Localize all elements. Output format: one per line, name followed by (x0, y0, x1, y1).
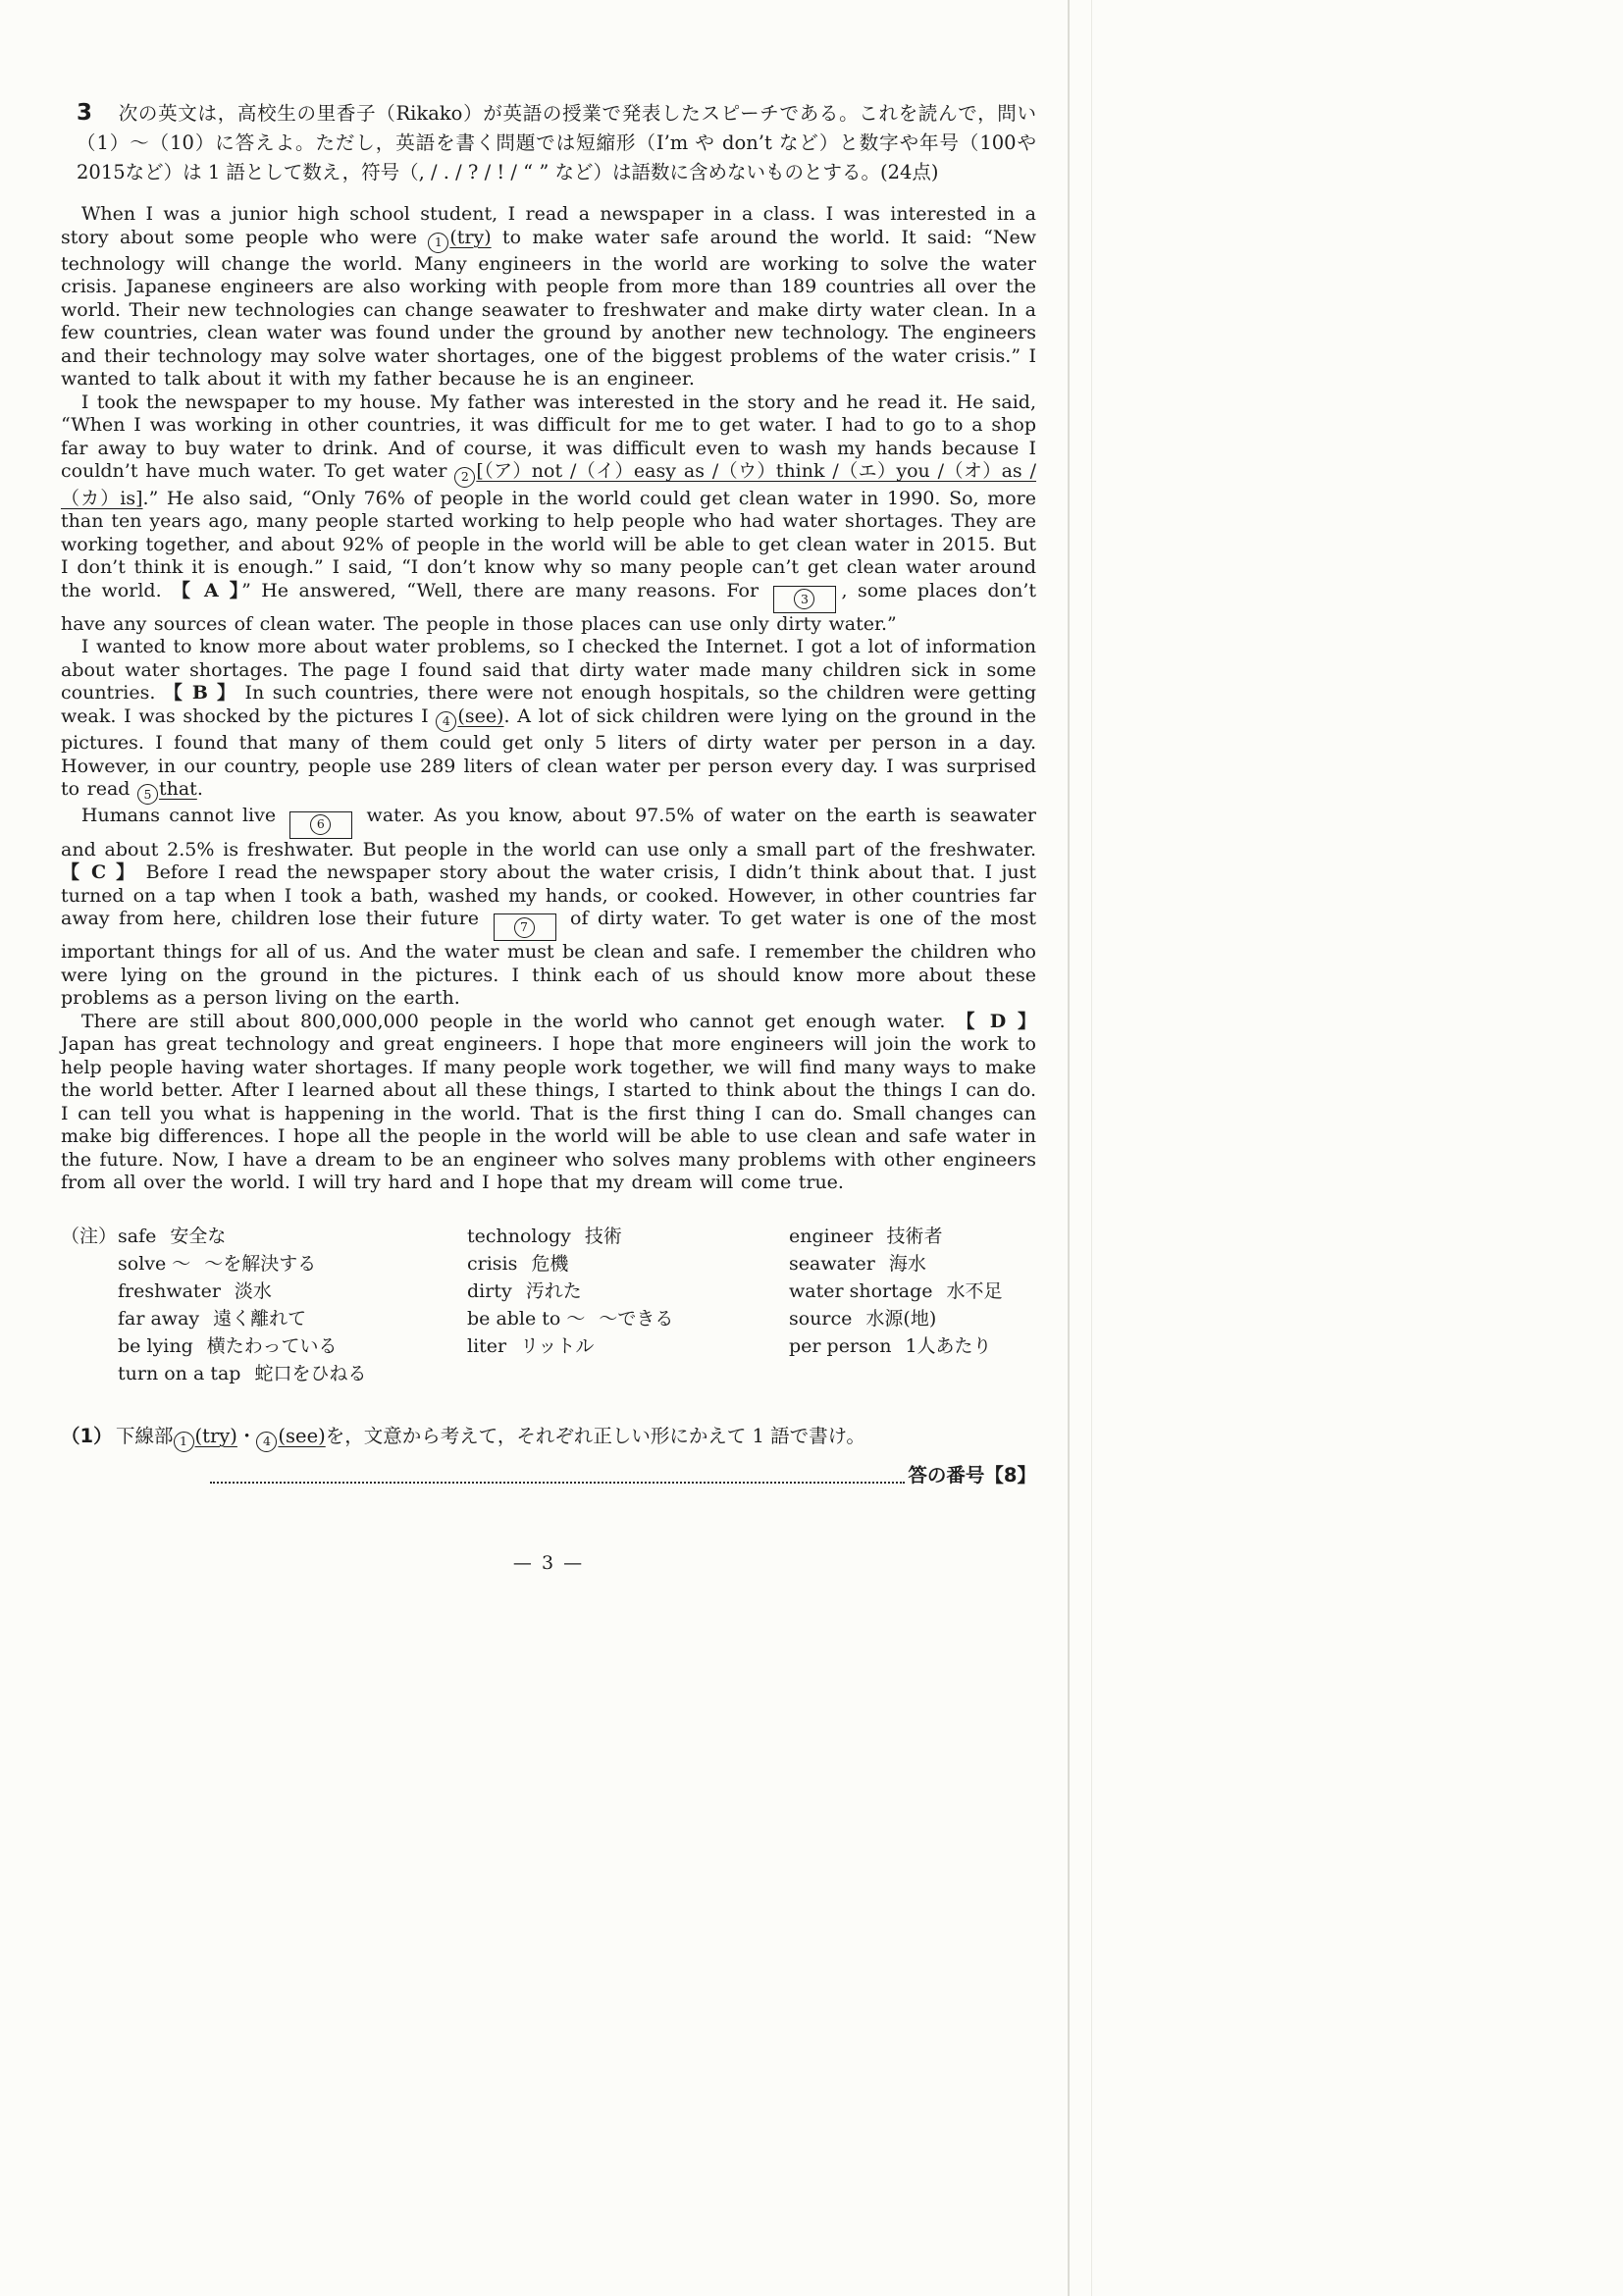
note-meaning: 危機 (531, 1252, 569, 1275)
page-number: — 3 — (512, 1552, 585, 1574)
circled-number-6: 6 (310, 814, 331, 835)
reading-passage (61, 203, 1036, 1195)
note-meaning: 1人あたり (905, 1334, 992, 1357)
scan-fold-line (1068, 0, 1070, 2296)
note-meaning: リットル (520, 1334, 595, 1357)
p4-text-3: Before I read the newspaper story about the water crisis, I didn’t think about that. I just turned on a tap when I took a bath, washed my hands, or cooked. However, in other countries far away from here, children lose their future (61, 861, 1036, 929)
notes-column-1 (118, 1223, 467, 1387)
answer-number-label: 答の番号【8】 (908, 1464, 1036, 1487)
bracket-slot-d: 【 D 】 (956, 1010, 1036, 1032)
note-item (789, 1250, 1036, 1278)
p3-text-4: . (196, 778, 203, 800)
p5-text-2: Japan has great technology and great engineers. I hope that more engineers will join the work to help people having water shortages. If many people work together, we will find many ways to make the world better. After I learned about all these things, I started to think about the things I can do. I can tell you what is happening in the world. That is the first thing I can do. Small changes can make big differences. I hope all the people in the world will be able to use clean and safe water in the future. Now, I have a dream to be an engineer who solves many problems with other engineers from all over the world. I will try hard and I hope that my dream will come true. (61, 1033, 1036, 1194)
circled-number-1: 1 (428, 233, 448, 253)
q1-text-1: 下線部 (116, 1424, 174, 1447)
p1-text-1: When I was a junior high school student, I read a newspaper in a class. I was interested in a story about some people who were (61, 203, 1036, 248)
circled-number-3: 3 (794, 589, 814, 609)
note-item (118, 1223, 467, 1250)
note-meaning: 技術者 (886, 1225, 943, 1247)
note-term: far away (118, 1307, 200, 1330)
note-meaning: 海水 (888, 1252, 926, 1275)
answer-box-3 (773, 586, 836, 613)
p2-text-4: , some places don’t have any sources of clean water. The people in those places can use only dirty water.” (61, 579, 1036, 635)
p4-text-2: water. As you know, about 97.5% of water on the earth is seawater and about 2.5% is freshwater. But people in the world can use only a small part of the freshwater. (61, 805, 1037, 861)
circled-number-5: 5 (137, 784, 158, 805)
question-1-text (116, 1423, 1036, 1452)
note-term: solve 〜 (118, 1252, 191, 1275)
passage-paragraph-4 (61, 805, 1036, 1011)
vocabulary-notes (61, 1223, 1036, 1387)
underlined-word-see: (see) (278, 1424, 326, 1447)
content-column (61, 98, 1036, 1574)
note-meaning: 〜を解決する (204, 1252, 317, 1275)
answer-number-row (210, 1462, 1036, 1489)
dotted-leader-line (210, 1482, 905, 1484)
note-term: be lying (118, 1334, 193, 1357)
note-term: crisis (467, 1252, 518, 1275)
note-meaning: 汚れた (525, 1279, 582, 1302)
section-instructions: 次の英文は，高校生の里香子（Rikako）が英語の授業で発表したスピーチである。これを読んで，問い（1）〜（10）に答えよ。ただし，英語を書く問題では短縮形（I’m や don’t など）と数字や年号（100や2015など）は 1 語として数え，符号（, / . / ? / ! / “ ” など）は語数に含めないものとする。(24点) (77, 102, 1036, 183)
note-item (467, 1278, 789, 1305)
circled-number-7: 7 (514, 917, 535, 938)
section-number: 3 (77, 100, 93, 126)
p2-text-1: I took the newspaper to my house. My father was interested in the story and he read it. He said, “When I was working in other countries, it was difficult for me to get water. I had to go to a shop far away to buy water to drink. And of course, it was difficult even to wash my hands because I couldn’t have much water. To get water (61, 391, 1036, 483)
note-term: water shortage (789, 1279, 933, 1302)
question-1 (61, 1423, 1036, 1489)
p3-text-1: I wanted to know more about water problems, so I checked the Internet. I got a lot of information about water shortages. The page I found said that dirty water made many children sick in some countries. (61, 636, 1036, 704)
circled-number-4: 4 (256, 1432, 277, 1452)
notes-column-2 (467, 1223, 789, 1387)
p5-text-1: There are still about 800,000,000 people in the world who cannot get enough water. (80, 1010, 957, 1032)
note-term: liter (467, 1334, 507, 1357)
p3-text-3: . A lot of sick children were lying on the ground in the pictures. I found that many of them could get only 5 liters of dirty water per person in a day. However, in our country, people use 289 liters of clean water per person every day. I was surprised to read (61, 704, 1037, 800)
note-term: be able to 〜 (467, 1307, 586, 1330)
p1-text-2: to make water safe around the world. It said: “New technology will change the world. Many engineers in the world are working to solve the water crisis. Japanese engineers are also working with people from more than 189 countries all over the world. Their new technologies can change seawater to freshwater and make dirty water clean. In a few countries, clean water was found under the ground by another new technology. The engineers and their technology may solve water shortages, one of the biggest problems of the water crisis.” I wanted to talk about it with my father because he is an engineer. (61, 226, 1036, 391)
note-term: turn on a tap (118, 1362, 241, 1384)
passage-paragraph-5 (61, 1011, 1036, 1195)
passage-paragraph-1 (61, 203, 1036, 391)
notes-label: （注） (61, 1225, 118, 1247)
note-meaning: 横たわっている (206, 1334, 338, 1357)
q1-text-3: を，文意から考えて，それぞれ正しい形にかえて 1 語で書け。 (325, 1424, 865, 1447)
note-term: source (789, 1307, 853, 1330)
note-item (118, 1305, 467, 1332)
note-term: seawater (789, 1252, 875, 1275)
note-meaning: 〜できる (599, 1307, 674, 1330)
note-term: dirty (467, 1279, 512, 1302)
bracket-slot-c: 【 C 】 (61, 861, 137, 883)
note-item (467, 1223, 789, 1250)
note-item (118, 1278, 467, 1305)
passage-paragraph-3 (61, 636, 1036, 805)
note-meaning: 技術 (584, 1225, 622, 1247)
underlined-word-try: (try) (449, 226, 492, 248)
circled-number-4: 4 (436, 711, 456, 732)
note-meaning: 遠く離れて (213, 1307, 307, 1330)
bracket-slot-b: 【 B 】 (163, 682, 236, 704)
p4-text-1: Humans cannot live (80, 805, 286, 827)
circled-number-2: 2 (454, 467, 475, 488)
note-meaning: 淡水 (234, 1279, 272, 1302)
q1-text-2: ・ (236, 1424, 257, 1447)
note-term: engineer (789, 1225, 873, 1247)
note-item (118, 1360, 467, 1387)
note-meaning: 安全な (170, 1225, 227, 1247)
note-item (789, 1278, 1036, 1305)
p4-text-4: of dirty water. To get water is one of the most important things for all of us. And the water must be clean and safe. I remember the children who were lying on the ground in the pictures. I think each of us should know more about these problems as a person living on the earth. (61, 908, 1037, 1010)
answer-box-6 (289, 811, 352, 839)
note-item (467, 1305, 789, 1332)
underlined-word-try: (try) (194, 1424, 237, 1447)
p2-text-2: .” He also said, “Only 76% of people in the world could get clean water in 1990. So, more than ten years ago, many people started working to help people who had water shortages. They are working together, and about 92% of people in the world will be able to get clean water in 2015. But I don’t think it is enough.” I said, “I don’t know why so many people can’t get clean water around the world. (61, 487, 1036, 601)
note-item (789, 1332, 1036, 1360)
note-term: technology (467, 1225, 571, 1247)
scan-fold-line-light (1091, 0, 1092, 2296)
note-item (467, 1332, 789, 1360)
underlined-word-see: (see) (457, 704, 504, 727)
notes-column-3 (789, 1223, 1036, 1387)
section-header (61, 98, 1036, 187)
note-meaning: 蛇口をひねる (254, 1362, 367, 1384)
bracket-slot-a: 【 A 】 (172, 579, 242, 601)
question-1-line (61, 1423, 1036, 1452)
circled-number-1: 1 (174, 1432, 194, 1452)
answer-box-7 (494, 913, 556, 941)
note-item (467, 1250, 789, 1278)
passage-paragraph-2 (61, 391, 1036, 637)
p3-text-2: In such countries, there were not enough hospitals, so the children were getting weak. I was shocked by the pictures I (61, 682, 1036, 727)
note-item (118, 1250, 467, 1278)
note-term: freshwater (118, 1279, 221, 1302)
underlined-word-order-choices: [（ア）not /（イ）easy as /（ウ）think /（エ）you /（オ）as /（カ）is] (61, 460, 1037, 509)
question-1-label: （1） (61, 1424, 113, 1447)
note-term: per person (789, 1334, 892, 1357)
underlined-word-that: that (158, 778, 197, 800)
note-meaning: 水源(地) (865, 1307, 937, 1330)
p2-text-3: ” He answered, “Well, there are many reasons. For (241, 579, 769, 601)
note-item (118, 1332, 467, 1360)
note-item (789, 1305, 1036, 1332)
note-term: safe (118, 1225, 157, 1247)
note-meaning: 水不足 (946, 1279, 1003, 1302)
note-item (789, 1223, 1036, 1250)
